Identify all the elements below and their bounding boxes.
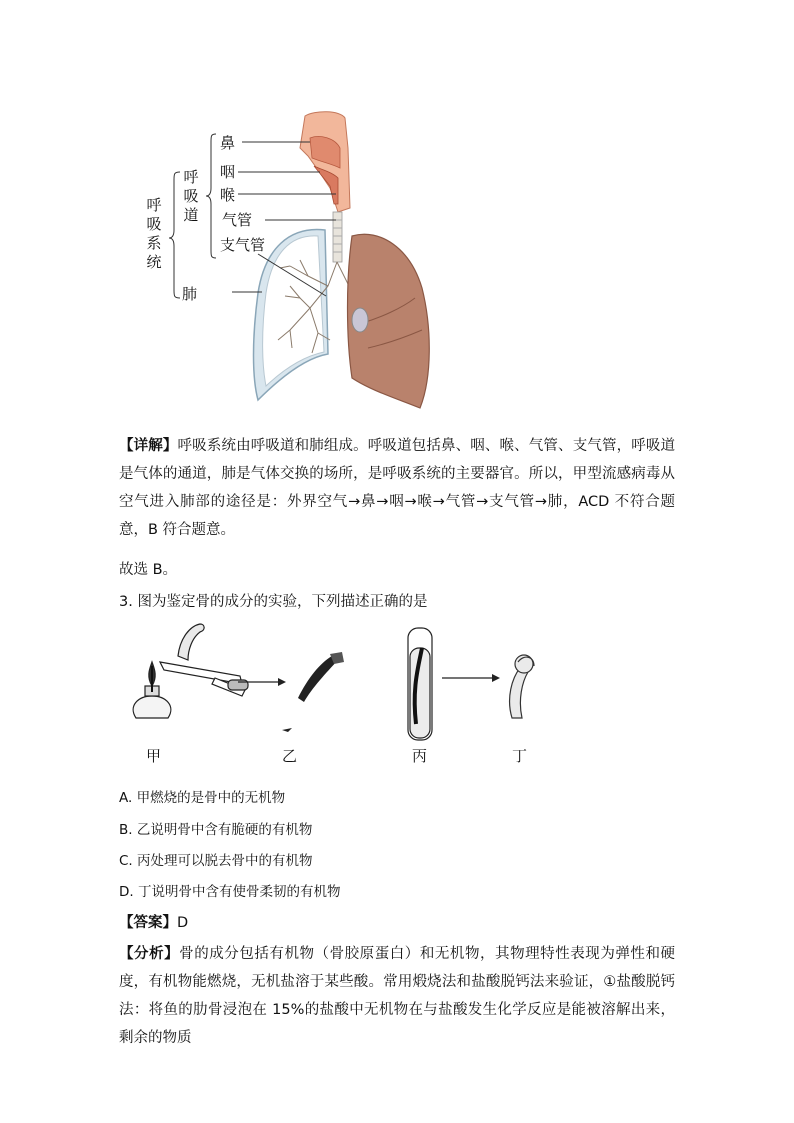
bone-experiment-figure [120,618,550,770]
caption-bing: 丙 [412,747,428,765]
analysis-text: 骨的成分包括有机物（骨胶原蛋白）和无机物，其物理特性表现为弹性和硬度，有机物能燃烧，无机盐溶于某些酸。常用煅烧法和盐酸脱钙法来验证，①盐酸脱钙法：将鱼的肋骨浸泡在 15%的盐酸中无机物在与盐酸发生化学反应是能被溶解出来，剩余的物质 [119,946,676,1046]
option-b: B. 乙说明骨中含有脆硬的有机物 [119,822,313,838]
label-airway: 呼吸道 [183,168,199,224]
answer-value: D [177,915,189,931]
bone-experiment-illustration [120,618,550,770]
question-stem: 3. 图为鉴定骨的成分的实验，下列描述正确的是 [119,594,428,610]
answer-tag: 【答案】 [119,915,177,931]
explain-tag: 【详解】 [119,438,178,454]
label-trachea: 气管 [222,211,253,229]
label-respiratory-system: 呼吸系统 [146,196,162,271]
answer-line [119,913,188,933]
caption-ding: 丁 [512,747,528,765]
caption-yi: 乙 [282,747,298,765]
label-bronchi: 支气管 [220,236,266,254]
label-lung: 肺 [182,285,198,303]
option-a: A. 甲燃烧的是骨中的无机物 [119,790,286,806]
analysis-paragraph [119,940,675,1052]
label-larynx: 喉 [220,186,236,204]
explain-text: 呼吸系统由呼吸道和肺组成。呼吸道包括鼻、咽、喉、气管、支气管，呼吸道是气体的通道，肺是气体交换的场所，是呼吸系统的主要器官。所以，甲型流感病毒从空气进入肺部的途径是：外界空气→鼻→咽→喉→气管→支气管→肺，ACD 不符合题意，B 符合题意。 [119,438,676,538]
label-pharynx: 咽 [220,163,236,181]
respiratory-illustration [140,108,440,413]
explain-paragraph [119,432,675,544]
analysis-tag: 【分析】 [119,946,180,962]
respiratory-figure [140,108,440,413]
option-d: D. 丁说明骨中含有使骨柔韧的有机物 [119,884,341,900]
explain-choice: 故选 B。 [119,562,178,578]
option-c: C. 丙处理可以脱去骨中的有机物 [119,853,313,869]
caption-jia: 甲 [146,747,162,765]
label-nose: 鼻 [220,134,236,152]
